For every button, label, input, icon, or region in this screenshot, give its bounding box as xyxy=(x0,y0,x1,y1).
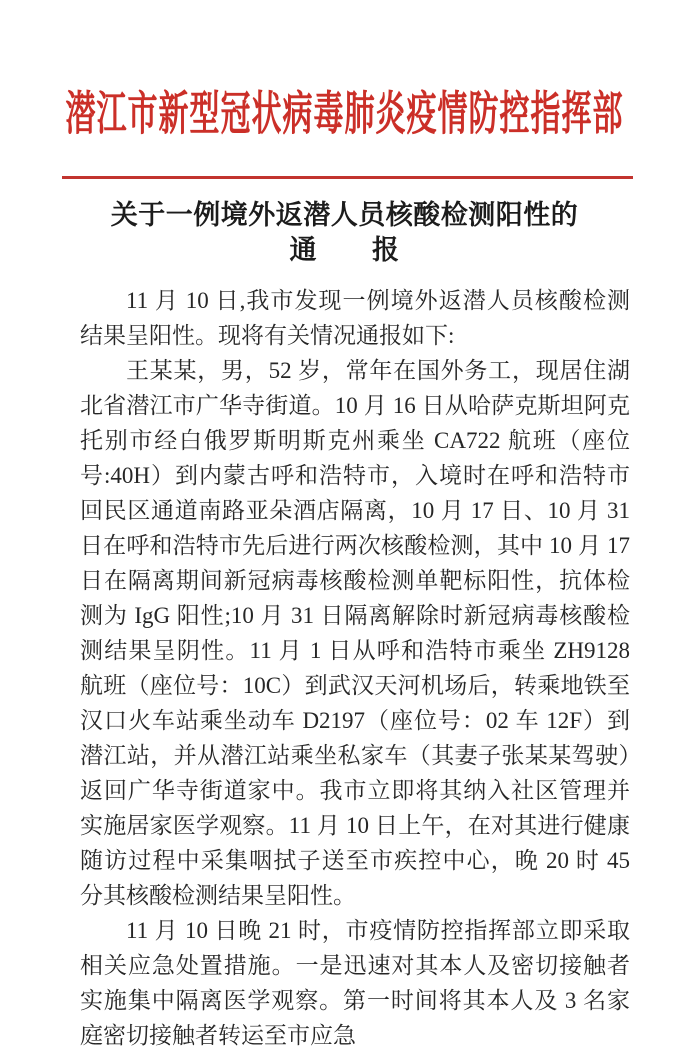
paragraph-intro: 11 月 10 日,我市发现一例境外返潜人员核酸检测结果呈阳性。现将有关情况通报如下: xyxy=(80,288,630,348)
letterhead-title: 潜江市新型冠状病毒肺炎疫情防控指挥部 xyxy=(65,89,624,141)
paragraph-response-measures: 11 月 10 日晚 21 时，市疫情防控指挥部立即采取相关应急处置措施。一是迅速对其本人及密切接触者实施集中隔离医学观察。第一时间将其本人及 3 名家庭密切接触者转运至市应急 xyxy=(80,918,630,1048)
paragraph-case-details: 王某某，男，52 岁，常年在国外务工，现居住湖北省潜江市广华寺街道。10 月 16 日从哈萨克斯坦阿克托别市经白俄罗斯明斯克州乘坐 CA722 航班（座位号:40H）到内蒙古呼和浩特市，入境时在呼和浩特市回民区通道南路亚朵酒店隔离，10 月 17 日、10 月 31 日在呼和浩特市先后进行两次核酸检测，其中 10 月 17 日在隔离期间新冠病毒核酸检测单靶标阳性，抗体检测为 IgG 阳性;10 月 31 日隔离解除时新冠病毒核酸检测结果呈阴性。11 月 1 日从呼和浩特市乘坐 ZH9128 航班（座位号：10C）到武汉天河机场后，转乘地铁至汉口火车站乘坐动车 D2197（座位号：02 车 12F）到潜江站，并从潜江站乘坐私家车（其妻子张某某驾驶）返回广华寺街道家中。我市立即将其纳入社区管理并实施居家医学观察。11 月 10 日上午，在对其进行健康随访过程中采集咽拭子送至市疾控中心，晚 20 时 45 分其核酸检测结果呈阳性。 xyxy=(80,358,630,908)
document-title-line2: 通 报 xyxy=(289,235,400,265)
document-body xyxy=(0,283,689,1053)
document-title-line1: 关于一例境外返潜人员核酸检测阳性的 xyxy=(110,200,579,230)
letterhead-divider-rule xyxy=(62,176,633,179)
document-title xyxy=(0,198,689,268)
scanned-notice-page xyxy=(0,86,689,1048)
